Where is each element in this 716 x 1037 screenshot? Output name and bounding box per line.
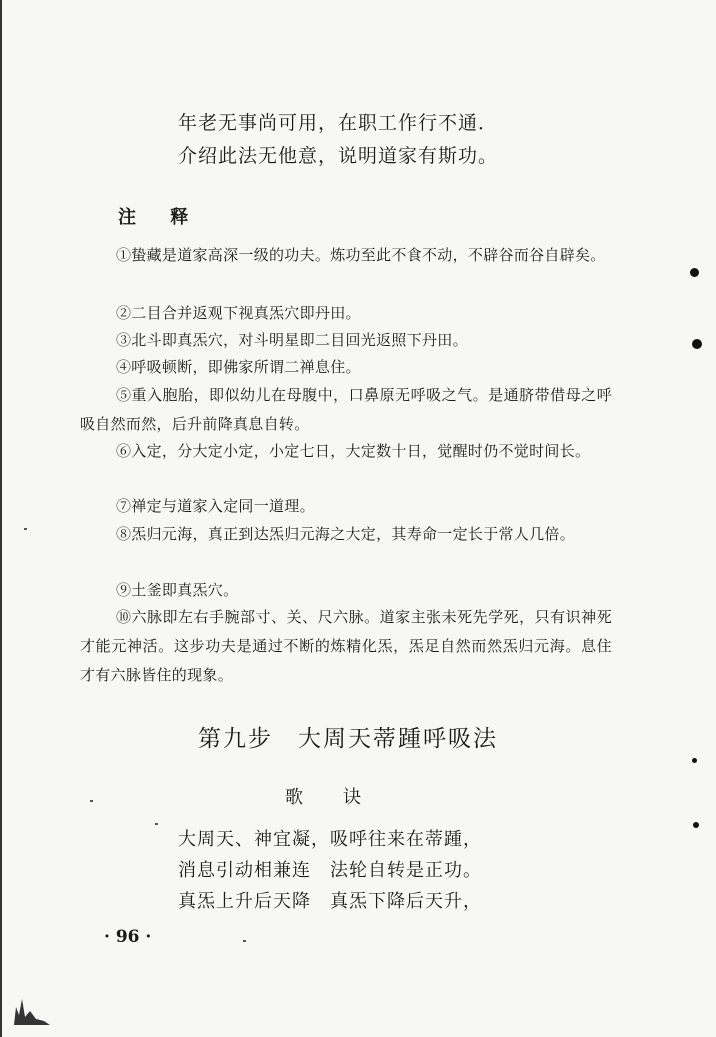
binding-hole-mark [690,268,699,277]
poem-line-1: 大周天、神宜凝，吸呼往来在蒂踵， [178,829,482,850]
note-9: ⑨土釜即真炁穴。 [116,581,239,599]
scan-speck [692,758,697,763]
section-title: 第九步 大周天蒂踵呼吸法 [198,726,498,752]
verse-subtitle: 歌诀 [285,787,401,808]
scan-speck [90,800,93,802]
page-edge-rule [0,0,2,1037]
note-3: ③北斗即真炁穴，对斗明星即二目回光返照下丹田。 [116,331,468,349]
scan-speck [24,528,27,530]
note-7: ⑦禅定与道家入定同一道理。 [116,497,315,515]
scan-corner-smudge-icon [10,985,50,1025]
poem-line-3: 真炁上升后天降 真炁下降后天升， [178,891,482,912]
poem-line-2: 消息引动相兼连 法轮自转是正功。 [178,860,482,881]
notes-heading: 注 释 [118,207,203,228]
note-4: ④呼吸顿断，即佛家所谓二禅息住。 [116,358,361,376]
note-6: ⑥入定，分大定小定，小定七日，大定数十日，觉醒时仍不觉时间长。 [116,442,591,460]
verse-line-2: 介绍此法无他意，说明道家有斯功。 [178,145,499,167]
note-1: ①蛰藏是道家高深一级的功夫。炼功至此不食不动，不辟谷而谷自辟矣。 [116,246,606,264]
scan-speck [693,822,699,828]
binding-hole-mark [692,339,702,349]
scan-speck [155,823,158,825]
verse-line-1: 年老无事尚可用，在职工作行不通． [178,112,499,134]
page-number: · 96 · [104,927,152,947]
note-10: ⑩六脉即左右手腕部寸、关、尺六脉。道家主张未死先学死，只有识神死才能元神活。这步功夫是通过不断的炼精化炁，炁足自然而然炁归元海。息住才有六脉皆住的现象。 [80,608,612,684]
scan-speck [243,940,246,942]
note-2: ②二目合并返观下视真炁穴即丹田。 [116,304,361,322]
note-5: ⑤重入胞胎，即似幼儿在母腹中，口鼻原无呼吸之气。是通脐带借母之呼吸自然而然，后升前降真息自转。 [80,386,612,433]
note-8: ⑧炁归元海，真正到达炁归元海之大定，其寿命一定长于常人几倍。 [116,525,576,543]
